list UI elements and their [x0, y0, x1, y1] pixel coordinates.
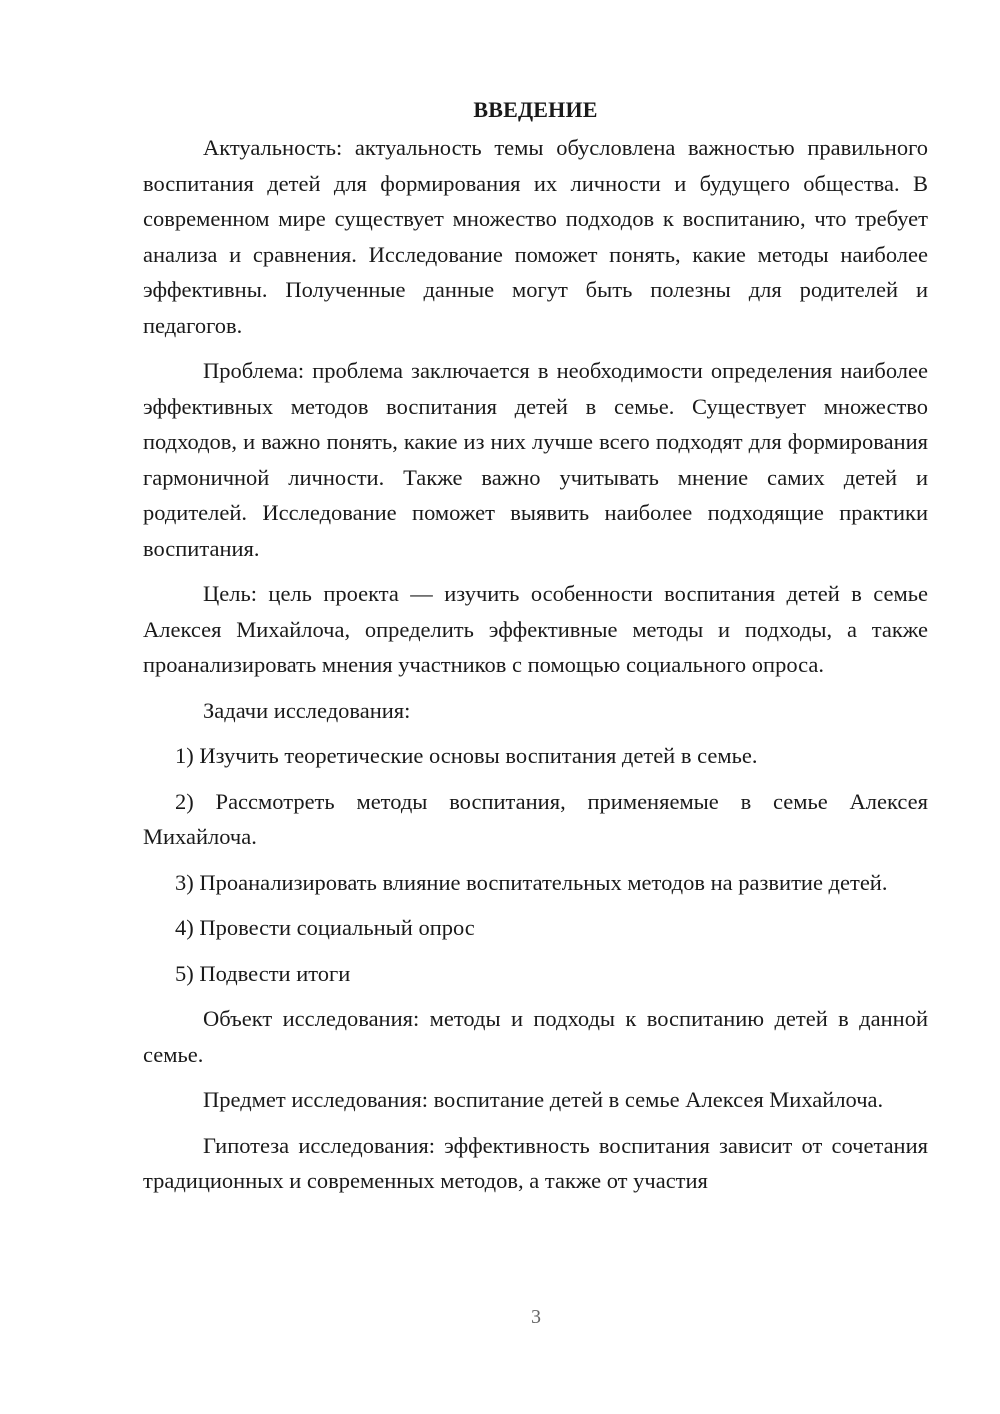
task-item-1: 1) Изучить теоретические основы воспитания детей в семье. [175, 743, 758, 768]
task-item-5: 5) Подвести итоги [175, 960, 351, 986]
subject-paragraph: Предмет исследования: воспитание детей в семье Алексея Михайлоча. [203, 1087, 884, 1112]
page-number: 3 [531, 1306, 541, 1328]
document-page [143, 94, 928, 1199]
object-paragraph: Объект исследования: методы и подходы к воспитанию детей в данной семье. [143, 1006, 928, 1067]
task-item-3: 3) Проанализировать влияние воспитательных методов на развитие детей. [175, 869, 888, 895]
relevance-paragraph: Актуальность: актуальность темы обусловлена важностью правильного воспитания детей для формирования их личности и будущего общества. В современном мире существует множество подходов к воспитанию, что требует анализа и сравнения. Исследование поможет понять, какие методы наиболее эффективны. Полученные данные могут быть полезны для родителей и педагогов. [143, 135, 928, 338]
problem-paragraph: Проблема: проблема заключается в необходимости определения наиболее эффективных методов воспитания детей в семье. Существует множество подходов, и важно понять, какие из них лучше всего подходят для формирования гармоничной личности. Также важно учитывать мнение самих детей и родителей. Исследование поможет выявить наиболее подходящие практики воспитания. [143, 358, 928, 561]
tasks-heading: Задачи исследования: [203, 697, 411, 723]
hypothesis-paragraph: Гипотеза исследования: эффективность воспитания зависит от сочетания традиционных и современных методов, а также от участия [143, 1132, 928, 1193]
task-item-2: 2) Рассмотреть методы воспитания, применяемые в семье Алексея Михайлоча. [143, 788, 928, 849]
goal-paragraph: Цель: цель проекта — изучить особенности воспитания детей в семье Алексея Михайлоча, определить эффективные методы и подходы, а также проанализировать мнения участников с помощью социального опроса. [143, 581, 928, 677]
task-item-4: 4) Провести социальный опрос [175, 915, 475, 940]
document-title: ВВЕДЕНИЕ [473, 97, 598, 122]
